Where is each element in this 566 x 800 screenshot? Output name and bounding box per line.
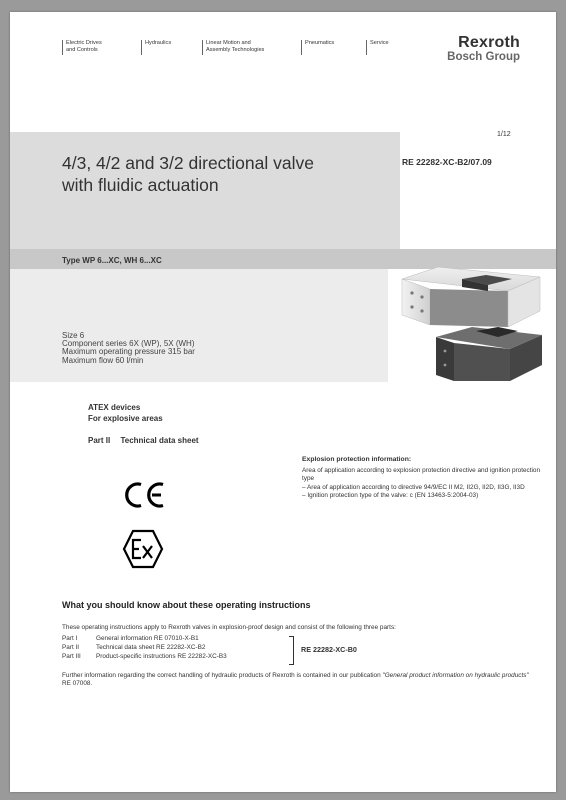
title-band-right (400, 132, 556, 249)
nav-hydraulics[interactable]: Hydraulics (141, 40, 171, 55)
page-number: 1/12 (497, 131, 511, 138)
part-row: Part III Product-specific instructions RE 22282-XC-B3 (62, 653, 227, 660)
nav-electric-drives[interactable]: Electric Drives and Controls (62, 40, 102, 55)
explosion-heading: Explosion protection information: (302, 456, 412, 463)
instructions-intro: These operating instructions apply to Rexroth valves in explosion-proof design and consist of the following three parts: (62, 624, 396, 631)
explosion-protection-info (302, 456, 542, 501)
document-code: RE 22282-XC-B2/07.09 (402, 157, 492, 167)
explosion-bullet: – Area of application according to directive 94/9/EC II M2, II2G, II2D, II3G, II3D (302, 483, 525, 491)
ex-mark-icon (122, 529, 164, 569)
combined-reference: RE 22282-XC-B0 (301, 645, 357, 654)
part-row: Part II Technical data sheet RE 22282-XC-B2 (62, 644, 206, 651)
spec-size: Size 6 (62, 331, 85, 340)
nav-service[interactable]: Service (366, 40, 389, 55)
document-page (10, 12, 556, 792)
instructions-title: What you should know about these operating instructions (62, 600, 311, 610)
parts-bracket (289, 636, 294, 665)
spec-list (62, 332, 195, 365)
ce-mark-icon (122, 480, 166, 510)
spec-series: Component series 6X (WP), 5X (WH) (62, 339, 195, 349)
nav-linear-motion[interactable]: Linear Motion and Assembly Technologies (202, 40, 264, 55)
explosion-bullet: – Ignition protection type of the valve: c (EN 13463-5:2004-03) (302, 492, 479, 500)
part-heading (88, 436, 199, 445)
explosion-intro: Area of application according to explosion protection directive and ignition protection type (302, 466, 541, 483)
part-title: Technical data sheet (120, 436, 199, 445)
brand-logo (447, 35, 520, 63)
spec-box (10, 269, 388, 382)
brand-name: Rexroth (458, 34, 520, 51)
nav-pneumatics[interactable]: Pneumatics (301, 40, 334, 55)
spec-flow: Maximum flow 60 l/min (62, 355, 144, 365)
spec-pressure: Maximum operating pressure 315 bar (62, 347, 195, 357)
document-title: 4/3, 4/2 and 3/2 directional valve with fluidic actuation (62, 153, 314, 195)
brand-subtitle: Bosch Group (447, 51, 520, 63)
part-row: Part I General information RE 07010-X-B1 (62, 635, 199, 642)
further-info: Further information regarding the correct handling of hydraulic products of Rexroth is contained in our publication "General product information on hydraulic products" RE 07008. (62, 672, 529, 688)
part-label: Part II (88, 436, 111, 445)
valve-product-photo (390, 257, 550, 387)
type-designation: Type WP 6...XC, WH 6...XC (62, 256, 162, 265)
atex-heading: ATEX devices For explosive areas (88, 403, 163, 423)
